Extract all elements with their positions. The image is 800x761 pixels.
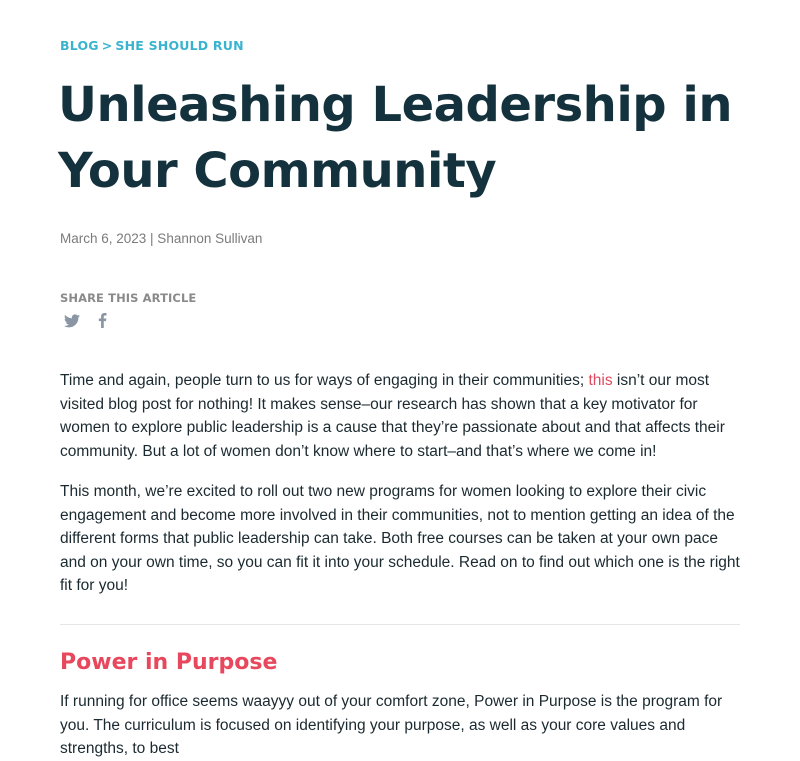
intro-text-end: isn’t our most visited blog post for nothing! It makes sense–our research has shown that a key motivator for women to explore public leadership is a cause that they’re passionate about and that affects their community. But a lot of women don’t know where to start–and that’s where we come in! [60,372,725,460]
inline-link-this[interactable]: this [588,372,613,389]
facebook-icon [98,313,107,328]
breadcrumb-separator: > [101,38,113,53]
intro-paragraph [60,369,745,463]
share-buttons [64,313,107,328]
section-heading-power-in-purpose: Power in Purpose [60,650,278,675]
intro-text-start: Time and again, people turn to us for ways of engaging in their communities; [60,372,589,389]
share-label: SHARE THIS ARTICLE [60,291,197,305]
breadcrumb-link-blog[interactable]: BLOG [60,38,99,53]
body-paragraph: This month, we’re excited to roll out two new programs for women looking to explore their civic engagement and become more involved in their communities, not to mention getting an idea of the different forms that public leadership can take. Both free courses can be taken at your own pace and on your own time, so you can fit it into your schedule. Read on to find out which one is the right fit for you! [60,483,740,594]
breadcrumb [60,38,244,53]
breadcrumb-link-she-should-run[interactable]: SHE SHOULD RUN [115,38,244,53]
section-divider [60,624,740,625]
share-facebook-button[interactable] [98,313,107,328]
share-twitter-button[interactable] [64,314,80,328]
article-meta: March 6, 2023 | Shannon Sullivan [60,231,263,246]
twitter-icon [64,314,80,328]
section-paragraph: If running for office seems waayyy out of your comfort zone, Power in Purpose is the program for you. The curriculum is focused on identifying your purpose, as well as your core values and strengths, to best [60,693,723,757]
page-title: Unleashing Leadership in Your Community [58,77,732,199]
